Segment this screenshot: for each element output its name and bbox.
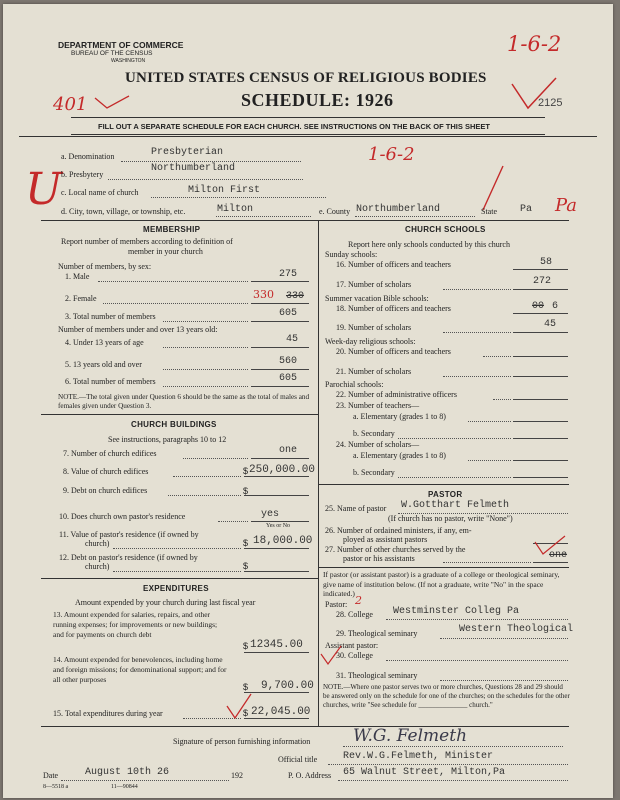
parochial-label: Parochial schools: [325,380,384,389]
red-check-mark [508,74,563,114]
q2-label: 2. Female [65,294,97,303]
q23b-label: b. Secondary [353,429,395,438]
q3-value[interactable]: 605 [279,308,298,319]
q25-note: (If church has no pastor, write "None") [388,514,513,523]
red-check-mark-2 [93,94,133,114]
membership-heading: MEMBERSHIP [143,225,201,234]
q27-value[interactable]: one [549,550,568,561]
sunday-label: Sunday schools: [325,250,378,259]
q16-label: 16. Number of officers and teachers [336,260,451,269]
q18-value[interactable]: 6 [552,301,559,312]
q5-value[interactable]: 560 [279,356,298,367]
instruction-line: FILL OUT A SEPARATE SCHEDULE FOR EACH CHURCH. SEE INSTRUCTIONS ON THE BACK OF THIS SHEET [98,122,490,131]
presbytery-label: b. Presbytery [61,170,104,179]
q14-label: 14. Amount expended for benevolences, including home and foreign missions; for denominational support; and for all other purposes [53,655,227,684]
q27-label-a: 27. Number of other churches served by the [325,545,466,554]
buildings-sub: See instructions, paragraphs 10 to 12 [108,435,227,444]
red-state-mark: Pa [555,195,578,216]
pastor-sublabel: Pastor: [325,600,348,609]
date-label: Date [43,771,59,780]
yes-no-hint: Yes or No [266,523,291,529]
q25-value[interactable]: W.Gotthart Felmeth [401,500,510,511]
q9-label: 9. Debt on church edifices [63,486,148,495]
q1-value[interactable]: 275 [279,269,298,280]
q6-value[interactable]: 605 [279,373,298,384]
q7-label: 7. Number of church edifices [63,449,157,458]
q20-label: 20. Number of officers and teachers [336,347,451,356]
print-number: 11—90844 [111,784,138,790]
pastor-heading: PASTOR [428,490,463,499]
q26-label-b: ployed as assistant pastors [343,535,428,544]
q23-label: 23. Number of teachers— [336,401,420,410]
pastor-note: NOTE.—Where one pastor serves two or more churches, Questions 28 and 29 should be answered only on the schedule for one of the churches; on the schedules for the other churches, write "See schedule for ______________ church." [323,683,570,709]
q11-value[interactable]: 18,000.00 [253,535,313,547]
q25-label: 25. Name of pastor [325,504,387,513]
q13-value[interactable]: 12345.00 [250,639,303,651]
census-form-page: DEPARTMENT OF COMMERCE BUREAU OF THE CENSUS WASHINGTON UNITED STATES CENSUS OF RELIGIOUS BODIES SCHEDULE: 1926 2125 1-6-2 401 FILL OUT A SEPARATE SCHEDULE FOR EACH CHURCH. SEE INSTRUCTIONS ON THE BACK OF THIS SHEET U 1-6-2 Pa a. Denomination Presbyterian b. Presbytery Northumberland c. Local name of church Milton First d. City, town, village, or township, etc. Milton e. County Northumberland State Pa MEMBERSHIP Report number of members according to definition of member in your church Number of members, by sex: 1. Male 275 2. Female 330 330 3. Total number of members 605 Number of members under and over 13 years old: 4. Under 13 years of age 45 5. 13 years old and over 560 6. Total number of members 605 NOTE.—The total given under Question 6 should be the same as the total of males and females given under Question 3. CHURCH BUILDINGS See instructions, paragraphs 10 to 12 7. Number of church edifices one 8. Value of church edifices $ 250,000.00 9. Debt on church edifices $ 10. Does church own pastor's residence yes Yes or No 11. Value of pastor's residence (if owned by church) $ 18,000.00 12. Debt on pastor's residence (if owned by church) $ EXPENDITURES Amount expended by your church during last fiscal year 13. Amount expended for salaries, repairs, and other running expenses; for improvements or new buildings; and for payments on church debt $ 12345.00 14. Amount expended for benevolences, including home and foreign missions; for denominational support; and for all other purposes $ 9,700.00 15. Total expenditures during year $ 22,045.00 CHURCH SCHOOLS Report here only schools conducted by this church Sunday schools: 16. Number of officers and teachers 58 17. Number of scholars 272 Summer vacation Bible schools: 18. Number of officers and teachers 00 6 19. Number of scholars 45 Week-day religious schools: 20. Number of officers and teachers 21. Number of scholars Parochial schools: 22. Number of administrative officers 23. Number of teachers— a. Elementary (grades 1 to 8) b. Secondary 24. Number of scholars— a. Elementary (grades 1 to 8) b. Secondary PASTOR 25. Name of pastor W.Gotthart Felmeth (If church has no pastor, write "None") 26. Number of ordained ministers, if any, em- ployed as assistant pastors 27. Number of other churches served by the pastor or his assistants one If pastor (or assistant pastor) is a graduate of a college or theological seminary, give name of institution below. (If not a graduate, write "No" in the space indicated.) Pastor: 2 28. College Westminster Colleg Pa 29. Theological seminary Western Theological Assistant pastor: 30. College 31. Theological seminary NOTE.—Where one pastor serves two or more churches, Questions 28 and 29 should be answered only on the schedule for one of the churches; on the schedules for the other churches, write "See schedule for ______________ church." Signature of person furnishing information W.G. Felmeth Official title Rev.W.G.Felmeth, Minister Date August 10th 26 192 P. O. Address 65 Walnut Street, Milton,Pa 8—5518 a 11—90844 [3,4,613,798]
city-label: WASHINGTON [111,58,146,64]
denomination-label: a. Denomination [61,152,115,161]
red-check-mark-4 [533,534,569,560]
pastor-red-mark: 2 [355,594,362,607]
q19-label: 19. Number of scholars [336,323,412,332]
city-value[interactable]: Milton [217,204,254,215]
q10-value[interactable]: yes [261,509,280,520]
q17-label: 17. Number of scholars [336,280,412,289]
schedule-number: 2125 [538,97,563,109]
q24-label: 24. Number of scholars— [336,440,420,449]
q6-label: 6. Total number of members [65,377,156,386]
membership-intro-1: Report number of members according to definition of [61,237,233,246]
red-check-mark-5 [319,644,343,668]
schedule-title: SCHEDULE: 1926 [241,90,394,110]
expenditures-heading: EXPENDITURES [143,584,209,593]
denomination-value[interactable]: Presbyterian [151,147,224,158]
q23a-label: a. Elementary (grades 1 to 8) [353,412,446,421]
red-letter-u: U [25,164,63,215]
q15-label: 15. Total expenditures during year [53,709,163,718]
by-sex-label: Number of members, by sex: [58,262,152,271]
red-code-top: 1-6-2 [507,32,562,56]
assistant-pastor-label: Assistant pastor: [325,641,379,650]
q15-value[interactable]: 22,045.00 [251,706,311,718]
q24b-label: b. Secondary [353,468,395,477]
q5-label: 5. 13 years old and over [65,360,142,369]
state-value[interactable]: Pa [520,204,533,215]
local-name-label: c. Local name of church [61,188,139,197]
form-title: UNITED STATES CENSUS OF RELIGIOUS BODIES [125,70,487,86]
under-over-label: Number of members under and over 13 years old: [58,325,218,334]
q2-value[interactable]: 330 [253,288,274,301]
q14-value[interactable]: 9,700.00 [261,680,314,692]
address-value[interactable]: 65 Walnut Street, Milton,Pa [343,767,506,778]
q10-label: 10. Does church own pastor's residence [59,512,186,521]
q18-struck-value: 00 [532,301,545,312]
dept-label: DEPARTMENT OF COMMERCE [58,40,184,50]
q8-label: 8. Value of church edifices [63,467,149,476]
q28-label: 28. College [336,610,373,619]
q17-value[interactable]: 272 [533,276,552,287]
q31-label: 31. Theological seminary [336,671,418,680]
q11-label-b: church) [85,539,110,548]
q2-struck-value: 330 [286,291,305,302]
county-value[interactable]: Northumberland [356,204,441,215]
q28-value[interactable]: Westminster Colleg Pa [393,606,520,617]
bureau-label: BUREAU OF THE CENSUS [71,50,153,57]
signature-label: Signature of person furnishing information [173,737,311,746]
pastor-intro: If pastor (or assistant pastor) is a graduate of a college or theological seminary, give name of institution below. (If not a graduate, write "No" in the space indicated.) [323,570,560,598]
date-year: 192 [231,771,243,780]
signature-value[interactable]: W.G. Felmeth [353,726,468,746]
membership-note: NOTE.—The total given under Question 6 should be the same as the total of males and females given under Question 3. [58,393,310,410]
q27-label-b: pastor or his assistants [343,554,415,563]
q12-label-b: church) [85,562,110,571]
buildings-heading: CHURCH BUILDINGS [131,420,217,429]
q22-label: 22. Number of administrative officers [336,390,457,399]
q11-label-a: 11. Value of pastor's residence (if owned by [59,530,199,539]
q18-label: 18. Number of officers and teachers [336,304,451,313]
address-label: P. O. Address [288,771,332,780]
red-number-left: 401 [53,94,88,115]
q24a-label: a. Elementary (grades 1 to 8) [353,451,446,460]
q4-label: 4. Under 13 years of age [65,338,144,347]
schools-heading: CHURCH SCHOOLS [405,225,486,234]
presbytery-value[interactable]: Northumberland [151,163,236,174]
summer-label: Summer vacation Bible schools: [325,294,429,303]
q30-label: 30. College [336,651,373,660]
official-title-value[interactable]: Rev.W.G.Felmeth, Minister [343,751,494,762]
red-code-mid: 1-6-2 [368,144,415,165]
q19-value[interactable]: 45 [544,319,557,330]
q29-value[interactable]: Western Theological [459,624,574,635]
q1-label: 1. Male [65,272,90,281]
q12-label-a: 12. Debt on pastor's residence (if owned by [59,553,198,562]
city-label-field: d. City, town, village, or township, etc. [61,207,186,216]
red-check-mark-3 [225,692,255,722]
state-label: State [481,207,497,216]
q3-label: 3. Total number of members [65,312,156,321]
q26-label-a: 26. Number of ordained ministers, if any, em- [325,526,472,535]
q8-value[interactable]: 250,000.00 [249,464,316,476]
official-title-label: Official title [278,755,318,764]
local-name-value[interactable]: Milton First [188,185,261,196]
q29-label: 29. Theological seminary [336,629,418,638]
expenditures-sub: Amount expended by your church during last fiscal year [75,598,256,607]
county-label: e. County [319,207,351,216]
q4-value[interactable]: 45 [286,334,299,345]
weekday-label: Week-day religious schools: [325,337,416,346]
schools-sub: Report here only schools conducted by this church [348,240,510,249]
q16-value[interactable]: 58 [540,257,553,268]
date-value[interactable]: August 10th 26 [85,767,170,778]
q7-value[interactable]: one [279,445,298,456]
q21-label: 21. Number of scholars [336,367,412,376]
membership-intro-2: member in your church [128,247,203,256]
form-number: 8—5518 a [43,784,69,790]
q13-label: 13. Amount expended for salaries, repairs, and other running expenses; for improvements or new buildings; and for payments on church debt [53,610,218,639]
